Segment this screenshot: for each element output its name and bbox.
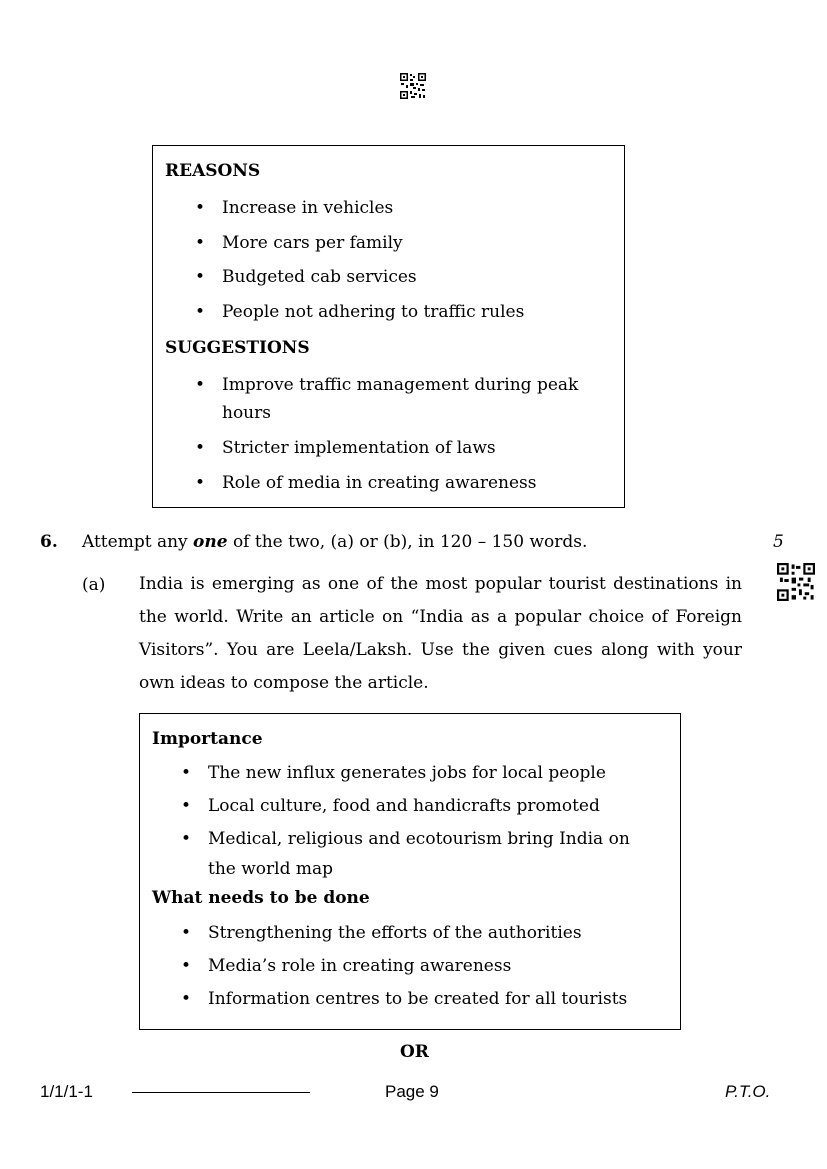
part-label: (a) xyxy=(82,575,106,595)
list-item: • Improve traffic management during peak hours xyxy=(195,375,579,423)
page-number: Page 9 xyxy=(385,1082,439,1101)
question-text: India is emerging as one of the most popular tourist destinations in the world. Write an article on “India as a popular choice of Foreign Visitors”. You are Leela/Laksh. Use the given cues along with your own ideas to compose the article. xyxy=(139,574,742,693)
footer-rule xyxy=(132,1092,310,1093)
list-item: • People not adhering to traffic rules xyxy=(195,302,525,322)
list-item: • The new influx generates jobs for local people xyxy=(181,763,606,783)
list-item: • Medical, religious and ecotourism bring India on the world map xyxy=(181,829,630,879)
suggestions-heading: SUGGESTIONS xyxy=(165,338,310,358)
reasons-heading: REASONS xyxy=(165,161,261,181)
list-item: • Local culture, food and handicrafts promoted xyxy=(181,796,600,816)
or-separator: OR xyxy=(400,1042,429,1062)
question-marks: 5 xyxy=(773,532,784,552)
list-item: • More cars per family xyxy=(195,233,403,253)
list-item: • Budgeted cab services xyxy=(195,267,417,287)
todo-heading: What needs to be done xyxy=(152,888,370,908)
question-number: 6. xyxy=(40,532,58,552)
importance-heading: Importance xyxy=(152,729,263,749)
footer-code: 1/1/1-1 xyxy=(40,1082,93,1101)
qr-code-icon xyxy=(777,563,815,601)
pto-label: P.T.O. xyxy=(725,1082,771,1101)
list-item: • Strengthening the efforts of the authorities xyxy=(181,923,582,943)
list-item: • Increase in vehicles xyxy=(195,198,394,218)
qr-code-icon xyxy=(400,73,426,99)
list-item: • Role of media in creating awareness xyxy=(195,473,537,493)
list-item: • Media’s role in creating awareness xyxy=(181,956,512,976)
question-instruction: Attempt any one of the two, (a) or (b), in 120 – 150 words. xyxy=(82,532,588,552)
list-item: • Information centres to be created for all tourists xyxy=(181,989,628,1009)
list-item: • Stricter implementation of laws xyxy=(195,438,496,458)
